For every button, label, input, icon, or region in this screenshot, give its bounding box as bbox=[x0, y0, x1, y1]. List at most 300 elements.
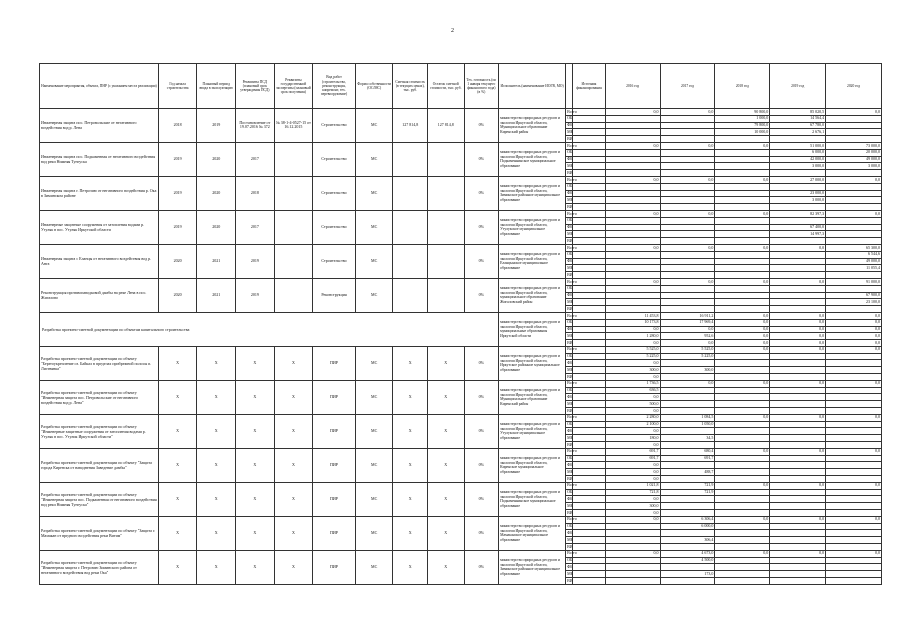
amount-cell bbox=[826, 530, 882, 537]
source-code: МБ bbox=[567, 468, 573, 474]
source-code: ФБ bbox=[567, 224, 573, 230]
source-note bbox=[573, 346, 606, 353]
amount-cell bbox=[770, 442, 826, 449]
amount-cell bbox=[660, 564, 715, 571]
header-cell: 2019 год bbox=[770, 64, 826, 109]
source-code: МБ bbox=[567, 196, 573, 202]
amount-cell bbox=[826, 272, 882, 279]
amount-cell bbox=[715, 272, 770, 279]
estimated-cost: 127 814,8 bbox=[393, 109, 428, 143]
amount-cell bbox=[605, 530, 660, 537]
amount-cell bbox=[826, 231, 882, 238]
source-note bbox=[573, 557, 606, 564]
amount-cell: 721,8 bbox=[605, 489, 660, 496]
ownership: МС bbox=[355, 380, 393, 414]
remaining-cost: X bbox=[427, 346, 464, 380]
amount-cell: 500,0 bbox=[605, 401, 660, 408]
amount-cell: 306,4 bbox=[660, 537, 715, 544]
header-cell: Источник финансирования bbox=[573, 64, 606, 109]
source-note bbox=[573, 360, 606, 367]
amount-cell: 6 000,0 bbox=[660, 523, 715, 530]
amount-cell: 180,0 bbox=[605, 435, 660, 442]
amount-cell bbox=[660, 462, 715, 469]
amount-cell: 680,4 bbox=[660, 448, 715, 455]
work-type: ПИР bbox=[313, 516, 356, 550]
amount-cell bbox=[826, 523, 882, 530]
amount-cell: 0,0 bbox=[826, 516, 882, 523]
amount-cell bbox=[826, 455, 882, 462]
source-code: ВИ bbox=[567, 509, 573, 515]
source-code: ОБ bbox=[567, 421, 573, 427]
amount-cell bbox=[660, 360, 715, 367]
commission-year: 2020 bbox=[197, 176, 236, 210]
source-note bbox=[573, 306, 606, 313]
amount-cell bbox=[770, 421, 826, 428]
amount-cell bbox=[660, 129, 715, 136]
executor: министерство природных ресурсов и экологии Иркутской области, Еланцынское муниципальное образование bbox=[499, 244, 566, 278]
source-code: Всего bbox=[567, 346, 577, 352]
expertise-details bbox=[274, 176, 313, 210]
amount-cell bbox=[660, 401, 715, 408]
amount-cell bbox=[770, 299, 826, 306]
amount-cell bbox=[715, 387, 770, 394]
amount-cell: 1 050,0 bbox=[660, 421, 715, 428]
amount-cell bbox=[770, 265, 826, 272]
amount-cell bbox=[660, 197, 715, 204]
start-year: X bbox=[158, 516, 197, 550]
source-note bbox=[573, 176, 606, 183]
amount-cell bbox=[660, 292, 715, 299]
source-code: ОБ bbox=[567, 387, 573, 393]
amount-cell bbox=[826, 306, 882, 313]
amount-cell: 14 564,4 bbox=[770, 115, 826, 122]
amount-cell: 0,0 bbox=[715, 210, 770, 217]
header-cell: Исполнитель (наименование ИОГВ, МО) bbox=[499, 64, 566, 109]
start-year: 2019 bbox=[158, 210, 197, 244]
amount-cell: 0,0 bbox=[770, 482, 826, 489]
amount-cell bbox=[605, 265, 660, 272]
table-row bbox=[40, 550, 882, 557]
amount-cell bbox=[715, 408, 770, 415]
psd-details: 2017 bbox=[236, 142, 275, 176]
amount-cell bbox=[826, 170, 882, 177]
table-row bbox=[40, 176, 882, 183]
source-note bbox=[573, 442, 606, 449]
amount-cell: 11 055,4 bbox=[826, 265, 882, 272]
amount-cell bbox=[770, 557, 826, 564]
start-year: 2020 bbox=[158, 278, 197, 312]
psd-details: Постановление от 19.07.2016 № 372 bbox=[236, 109, 275, 143]
amount-cell: 0,0 bbox=[826, 380, 882, 387]
amount-cell: 0,0 bbox=[715, 482, 770, 489]
ownership: МС bbox=[355, 482, 393, 516]
remaining-cost bbox=[427, 142, 464, 176]
psd-details: X bbox=[236, 414, 275, 448]
source-code: ВИ bbox=[567, 339, 573, 345]
remaining-cost: X bbox=[427, 550, 464, 584]
start-year: X bbox=[158, 380, 197, 414]
psd-details: X bbox=[236, 482, 275, 516]
amount-cell bbox=[660, 428, 715, 435]
section-title: Разработка проектно-сметной документации по объектам капитального строительства bbox=[40, 312, 499, 346]
source-note bbox=[573, 258, 606, 265]
amount-cell bbox=[605, 258, 660, 265]
readiness: 0% bbox=[464, 448, 499, 482]
amount-cell bbox=[605, 115, 660, 122]
executor: министерство природных ресурсов и экологии Иркутской области, муниципальное образование Жигаловский район bbox=[499, 278, 566, 312]
amount-cell: 1 084,5 bbox=[660, 414, 715, 421]
amount-cell: 5 225,0 bbox=[605, 353, 660, 360]
source-note bbox=[573, 394, 606, 401]
amount-cell bbox=[660, 258, 715, 265]
amount-cell bbox=[605, 163, 660, 170]
amount-cell bbox=[605, 544, 660, 551]
amount-cell bbox=[826, 557, 882, 564]
amount-cell bbox=[660, 224, 715, 231]
object-name: Разработка проектно-сметной документации по объекту "Защита города Киренска от наводнения Заведение дамбы" bbox=[40, 448, 159, 482]
source-note bbox=[573, 353, 606, 360]
amount-cell: 300,0 bbox=[605, 367, 660, 374]
commission-year: 2019 bbox=[197, 109, 236, 143]
amount-cell: 0,0 bbox=[605, 550, 660, 557]
source-code: ФБ bbox=[567, 258, 573, 264]
amount-cell bbox=[715, 170, 770, 177]
amount-cell bbox=[826, 435, 882, 442]
amount-cell bbox=[715, 421, 770, 428]
amount-cell bbox=[826, 217, 882, 224]
amount-cell: 5 225,0 bbox=[660, 353, 715, 360]
amount-cell bbox=[715, 530, 770, 537]
amount-cell bbox=[660, 577, 715, 584]
amount-cell bbox=[715, 251, 770, 258]
source-code: МБ bbox=[567, 332, 573, 338]
amount-cell bbox=[826, 401, 882, 408]
commission-year: 2020 bbox=[197, 142, 236, 176]
amount-cell bbox=[715, 265, 770, 272]
header-cell: Реквизиты ПСД (плановый срок утверждения ПСД) bbox=[236, 64, 275, 109]
source-note bbox=[573, 170, 606, 177]
amount-cell: 0,0 bbox=[605, 326, 660, 333]
readiness: 0% bbox=[464, 380, 499, 414]
remaining-cost bbox=[427, 244, 464, 278]
amount-cell bbox=[715, 544, 770, 551]
amount-cell: 691,7 bbox=[605, 455, 660, 462]
object-name: Разработка проектно-сметной документации по объекту "Инженерная защита г. Петрозию Зиминского района от негативного воздействия вод реки Ока" bbox=[40, 550, 159, 584]
amount-cell: 5 525,0 bbox=[660, 346, 715, 353]
expertise-details: X bbox=[274, 516, 313, 550]
ownership: МС bbox=[355, 346, 393, 380]
amount-cell: 3 000,0 bbox=[770, 197, 826, 204]
amount-cell bbox=[715, 353, 770, 360]
source-note bbox=[573, 401, 606, 408]
readiness: 0% bbox=[464, 346, 499, 380]
amount-cell bbox=[826, 571, 882, 578]
amount-cell: 42 000,0 bbox=[770, 156, 826, 163]
amount-cell bbox=[826, 564, 882, 571]
amount-cell bbox=[715, 428, 770, 435]
amount-cell: 0,0 bbox=[826, 448, 882, 455]
amount-cell bbox=[715, 136, 770, 143]
amount-cell: 34,5 bbox=[660, 435, 715, 442]
table-row bbox=[40, 414, 882, 421]
amount-cell: 636,5 bbox=[605, 387, 660, 394]
source-code: ВИ bbox=[567, 577, 573, 583]
commission-year: X bbox=[197, 482, 236, 516]
amount-cell bbox=[715, 163, 770, 170]
amount-cell: 691,7 bbox=[660, 455, 715, 462]
estimated-cost: X bbox=[393, 346, 428, 380]
psd-details: 2018 bbox=[236, 176, 275, 210]
source-code: ВИ bbox=[567, 203, 573, 209]
amount-cell bbox=[605, 197, 660, 204]
amount-cell: 0,0 bbox=[770, 319, 826, 326]
table-row bbox=[40, 482, 882, 489]
source-code: ФБ bbox=[567, 326, 573, 332]
amount-cell: 0,0 bbox=[605, 394, 660, 401]
amount-cell: 721,9 bbox=[660, 489, 715, 496]
amount-cell: 0,0 bbox=[605, 462, 660, 469]
amount-cell bbox=[660, 306, 715, 313]
header-cell: Тех. готовность (по 1 января текущего финансового года) (в %) bbox=[464, 64, 499, 109]
amount-cell bbox=[715, 156, 770, 163]
amount-cell bbox=[660, 442, 715, 449]
amount-cell: 6 306,4 bbox=[660, 516, 715, 523]
amount-cell bbox=[605, 136, 660, 143]
source-code: МБ bbox=[567, 570, 573, 576]
header-cell: 2018 год bbox=[715, 64, 770, 109]
amount-cell: 0,0 bbox=[605, 442, 660, 449]
source-note bbox=[573, 197, 606, 204]
executor: министерство природных ресурсов и экологии Иркутской области, Муниципальное образование Киренский район bbox=[499, 380, 566, 414]
object-name: Разработка проектно-сметной документации по объекту "Инженерные защитные сооружения от затопления водами р. Утуляк в пос. Утулик Иркутской области" bbox=[40, 414, 159, 448]
amount-cell bbox=[770, 496, 826, 503]
expertise-details: X bbox=[274, 414, 313, 448]
start-year: X bbox=[158, 550, 197, 584]
source-note bbox=[573, 278, 606, 285]
amount-cell: 0,0 bbox=[770, 326, 826, 333]
amount-cell bbox=[826, 476, 882, 483]
amount-cell: 2 676,1 bbox=[770, 129, 826, 136]
work-type: Реконструкция bbox=[313, 278, 356, 312]
source-note bbox=[573, 564, 606, 571]
amount-cell bbox=[826, 510, 882, 517]
amount-cell bbox=[715, 306, 770, 313]
object-name: Разработка проектно-сметной документации по объекту "Инженерная защита пос. Петровольские от негативного воздействия вод р. Лена" bbox=[40, 380, 159, 414]
amount-cell bbox=[660, 136, 715, 143]
amount-cell: 691,7 bbox=[605, 448, 660, 455]
header-cell: Остаток сметной стоимости, тыс. руб. bbox=[427, 64, 464, 109]
amount-cell bbox=[826, 238, 882, 245]
amount-cell: 91 000,0 bbox=[826, 278, 882, 285]
executor: министерство природных ресурсов и экологии Иркутской области, Киренское муниципальное образование bbox=[499, 448, 566, 482]
amount-cell bbox=[770, 530, 826, 537]
ownership: МС bbox=[355, 550, 393, 584]
source-note bbox=[573, 523, 606, 530]
source-code: ФБ bbox=[567, 122, 573, 128]
start-year: X bbox=[158, 482, 197, 516]
amount-cell bbox=[660, 408, 715, 415]
amount-cell bbox=[770, 353, 826, 360]
expertise-details: № 38-1-4-0527-15 от 16.12.2015 bbox=[274, 109, 313, 143]
header-cell: Вид работ (строительство, реконструкция, капремонт, тех. перевооружение) bbox=[313, 64, 356, 109]
amount-cell: 65 300,0 bbox=[826, 244, 882, 251]
table-row bbox=[40, 278, 882, 285]
source-code: ОБ bbox=[567, 455, 573, 461]
amount-cell bbox=[770, 428, 826, 435]
amount-cell: 0,0 bbox=[605, 176, 660, 183]
amount-cell: 0,0 bbox=[715, 312, 770, 319]
source-code: МБ bbox=[567, 230, 573, 236]
amount-cell bbox=[826, 496, 882, 503]
remaining-cost: X bbox=[427, 448, 464, 482]
amount-cell bbox=[715, 183, 770, 190]
source-code: МБ bbox=[567, 264, 573, 270]
commission-year: 2020 bbox=[197, 210, 236, 244]
amount-cell: 0,0 bbox=[826, 319, 882, 326]
source-note bbox=[573, 489, 606, 496]
header-cell: 2020 год bbox=[826, 64, 882, 109]
source-code: МБ bbox=[567, 536, 573, 542]
source-note bbox=[573, 503, 606, 510]
amount-cell: 173,0 bbox=[660, 571, 715, 578]
amount-cell: 0,0 bbox=[770, 346, 826, 353]
source-note bbox=[573, 476, 606, 483]
amount-cell: 0,0 bbox=[770, 516, 826, 523]
source-note bbox=[573, 387, 606, 394]
source-code: ВИ bbox=[567, 407, 573, 413]
source-note bbox=[573, 204, 606, 211]
source-note bbox=[573, 571, 606, 578]
source-code: Всего bbox=[567, 448, 577, 454]
expertise-details bbox=[274, 142, 313, 176]
amount-cell: 6 544,6 bbox=[826, 251, 882, 258]
amount-cell bbox=[605, 272, 660, 279]
amount-cell: 721,9 bbox=[660, 482, 715, 489]
amount-cell: 0,0 bbox=[715, 550, 770, 557]
amount-cell bbox=[715, 149, 770, 156]
amount-cell: 0,0 bbox=[660, 326, 715, 333]
amount-cell: 0,0 bbox=[770, 333, 826, 340]
table-row bbox=[40, 380, 882, 387]
amount-cell bbox=[770, 306, 826, 313]
amount-cell bbox=[715, 258, 770, 265]
amount-cell: 16 911,2 bbox=[660, 312, 715, 319]
amount-cell: 0,0 bbox=[715, 340, 770, 347]
amount-cell: 6 000,0 bbox=[770, 149, 826, 156]
amount-cell bbox=[605, 149, 660, 156]
source-note bbox=[573, 292, 606, 299]
amount-cell bbox=[660, 217, 715, 224]
source-code: МБ bbox=[567, 298, 573, 304]
amount-cell: 2 280,0 bbox=[605, 414, 660, 421]
amount-cell bbox=[770, 523, 826, 530]
amount-cell: 0,0 bbox=[715, 380, 770, 387]
amount-cell: 3 000,0 bbox=[826, 163, 882, 170]
commission-year: X bbox=[197, 346, 236, 380]
remaining-cost: X bbox=[427, 414, 464, 448]
amount-cell: 67 900,0 bbox=[826, 292, 882, 299]
amount-cell bbox=[605, 557, 660, 564]
amount-cell bbox=[715, 394, 770, 401]
amount-cell: 0,0 bbox=[605, 210, 660, 217]
amount-cell bbox=[660, 163, 715, 170]
estimated-cost: X bbox=[393, 380, 428, 414]
start-year: 2020 bbox=[158, 244, 197, 278]
start-year: X bbox=[158, 414, 197, 448]
source-note bbox=[573, 142, 606, 149]
source-code: ФБ bbox=[567, 462, 573, 468]
source-code: МБ bbox=[567, 434, 573, 440]
amount-cell: 82 397,3 bbox=[770, 210, 826, 217]
amount-cell: 0,0 bbox=[605, 469, 660, 476]
amount-cell bbox=[826, 469, 882, 476]
executor: министерство природных ресурсов и экологии Иркутской области, Подкаменнинское муниципальное образование bbox=[499, 142, 566, 176]
table-row bbox=[40, 312, 882, 319]
amount-cell: 0,0 bbox=[715, 176, 770, 183]
work-type: Строительство bbox=[313, 176, 356, 210]
amount-cell: 79 800,0 bbox=[715, 122, 770, 129]
amount-cell bbox=[826, 129, 882, 136]
expertise-details: X bbox=[274, 346, 313, 380]
estimated-cost: X bbox=[393, 414, 428, 448]
source-note bbox=[573, 380, 606, 387]
table-row bbox=[40, 448, 882, 455]
amount-cell bbox=[605, 122, 660, 129]
object-name: Инженерные защитные сооружения от затопления водами р. Утуляк в пос. Утуляк Иркутской области bbox=[40, 210, 159, 244]
amount-cell bbox=[605, 285, 660, 292]
amount-cell: 20 000,0 bbox=[826, 149, 882, 156]
readiness: 0% bbox=[464, 414, 499, 448]
amount-cell: 51 000,0 bbox=[770, 142, 826, 149]
amount-cell: 0,0 bbox=[605, 142, 660, 149]
source-note bbox=[573, 448, 606, 455]
amount-cell bbox=[715, 299, 770, 306]
source-code: ФБ bbox=[567, 428, 573, 434]
amount-cell bbox=[605, 564, 660, 571]
amount-cell bbox=[660, 530, 715, 537]
amount-cell bbox=[770, 469, 826, 476]
amount-cell bbox=[770, 251, 826, 258]
source-note bbox=[573, 550, 606, 557]
amount-cell: 0,0 bbox=[605, 428, 660, 435]
commission-year: X bbox=[197, 380, 236, 414]
amount-cell: 0,0 bbox=[770, 278, 826, 285]
header-row bbox=[40, 64, 882, 109]
amount-cell: 0,0 bbox=[660, 244, 715, 251]
work-type: Строительство bbox=[313, 109, 356, 143]
executor: министерство природных ресурсов и экологии Иркутской области, Иркутское районное муниципальное образование bbox=[499, 346, 566, 380]
source-code: Всего bbox=[567, 244, 577, 250]
work-type: Строительство bbox=[313, 244, 356, 278]
amount-cell bbox=[660, 299, 715, 306]
source-code: ОБ bbox=[567, 251, 573, 257]
psd-details: X bbox=[236, 516, 275, 550]
remaining-cost bbox=[427, 210, 464, 244]
amount-cell bbox=[770, 360, 826, 367]
source-note bbox=[573, 156, 606, 163]
amount-cell bbox=[826, 122, 882, 129]
source-code: МБ bbox=[567, 128, 573, 134]
amount-cell bbox=[660, 394, 715, 401]
source-code: МБ bbox=[567, 162, 573, 168]
expertise-details bbox=[274, 278, 313, 312]
amount-cell bbox=[605, 183, 660, 190]
table-row bbox=[40, 346, 882, 353]
amount-cell: 0,0 bbox=[715, 346, 770, 353]
source-code: МБ bbox=[567, 502, 573, 508]
header-cell bbox=[566, 64, 573, 109]
amount-cell: 0,0 bbox=[605, 476, 660, 483]
